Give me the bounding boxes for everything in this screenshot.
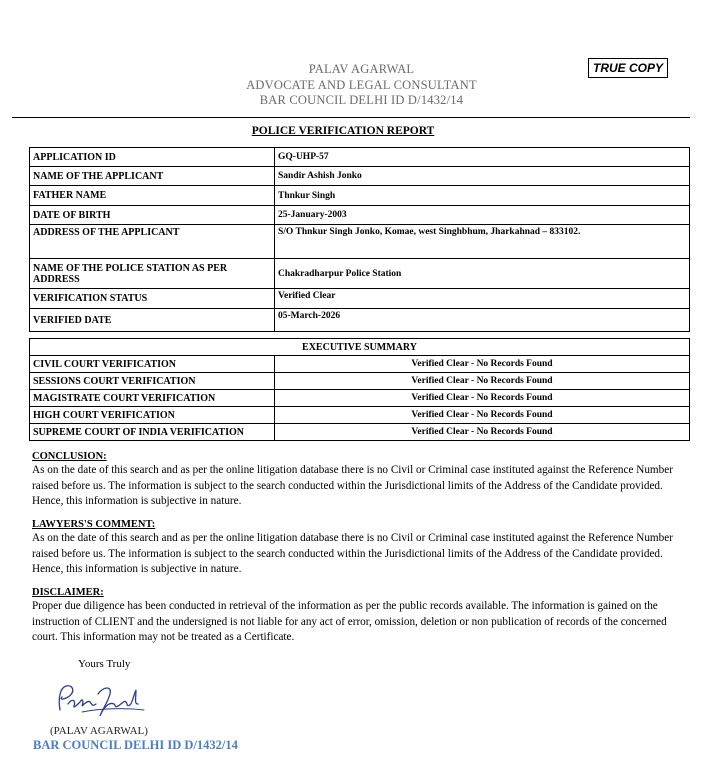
summary-label: MAGISTRATE COURT VERIFICATION (30, 390, 275, 407)
summary-value: Verified Clear - No Records Found (275, 424, 690, 441)
closing-salutation: Yours Truly (78, 658, 131, 670)
lawyers-comment-heading: LAWYERS'S COMMENT: (32, 519, 156, 530)
executive-summary-table (29, 338, 690, 441)
detail-value: 25-January-2003 (275, 206, 690, 225)
disclaimer-text: Proper due diligence has been conducted in retrieval of the information as per the public records available. The information is gained on the instruction of CLIENT and the undersigned is not liable for any act of error, omission, deletion or non publication of records of the concerned court. This information may not be treated as a Certificate. (32, 600, 667, 643)
table-row (30, 259, 690, 289)
table-row (30, 186, 690, 206)
summary-value: Verified Clear - No Records Found (275, 373, 690, 390)
table-row (30, 225, 690, 259)
summary-value: Verified Clear - No Records Found (275, 356, 690, 373)
table-row (30, 390, 690, 407)
bar-council-footer: BAR COUNCIL DELHI ID D/1432/14 (33, 738, 238, 752)
conclusion-text: As on the date of this search and as per the online litigation database there is no Civil or Criminal case instituted against the Reference Number raised before us. The information is subject to the search conducted within the Jurisdictional limits of the Address of the Candidate provided. Hence, this information is subjective in nature. (32, 464, 673, 507)
true-copy-stamp: TRUE COPY (588, 58, 668, 78)
summary-value: Verified Clear - No Records Found (275, 390, 690, 407)
detail-value: S/O Thnkur Singh Jonko, Komae, west Singhbhum, Jharkahnad – 833102. (275, 225, 690, 259)
advocate-designation: ADVOCATE AND LEGAL CONSULTANT (246, 77, 477, 92)
header-divider (12, 117, 690, 118)
detail-value: Sandir Ashish Jonko (275, 167, 690, 186)
summary-label: CIVIL COURT VERIFICATION (30, 356, 275, 373)
table-row (30, 309, 690, 332)
summary-value: Verified Clear - No Records Found (275, 407, 690, 424)
lawyers-comment-text: As on the date of this search and as per the online litigation database there is no Civil or Criminal case instituted against the Reference Number raised before us. The information is subject to the search conducted within the Jurisdictional limits of the Address of the Candidate provided. Hence, this information is subjective in nature. (32, 532, 673, 575)
detail-value: Verified Clear (275, 289, 690, 309)
detail-label: VERIFICATION STATUS (30, 289, 275, 309)
table-row (30, 206, 690, 225)
table-row (30, 167, 690, 186)
table-row (30, 424, 690, 441)
table-row (30, 289, 690, 309)
summary-label: HIGH COURT VERIFICATION (30, 407, 275, 424)
conclusion-section (32, 450, 692, 510)
report-title: POLICE VERIFICATION REPORT (251, 125, 435, 137)
detail-label: APPLICATION ID (30, 148, 275, 167)
detail-value: GQ-UHP-57 (275, 148, 690, 167)
signatory-name: (PALAV AGARWAL) (50, 725, 148, 737)
detail-label: FATHER NAME (30, 186, 275, 206)
applicant-details-table (29, 147, 690, 332)
detail-label: ADDRESS OF THE APPLICANT (30, 225, 275, 259)
detail-label: NAME OF THE APPLICANT (30, 167, 275, 186)
disclaimer-section (32, 586, 692, 646)
detail-label: NAME OF THE POLICE STATION AS PER ADDRESS (30, 259, 275, 289)
table-row (30, 356, 690, 373)
detail-value: Thnkur Singh (275, 186, 690, 206)
summary-label: SUPREME COURT OF INDIA VERIFICATION (30, 424, 275, 441)
lawyers-comment-section (32, 518, 692, 578)
disclaimer-heading: DISCLAIMER: (32, 587, 104, 598)
bar-council-id: BAR COUNCIL DELHI ID D/1432/14 (259, 93, 464, 107)
detail-label: DATE OF BIRTH (30, 206, 275, 225)
table-header-row (30, 339, 690, 356)
conclusion-heading: CONCLUSION: (32, 451, 107, 462)
detail-value: 05-March-2026 (275, 309, 690, 332)
signature-image (52, 680, 152, 720)
table-row (30, 148, 690, 167)
summary-label: SESSIONS COURT VERIFICATION (30, 373, 275, 390)
detail-label: VERIFIED DATE (30, 309, 275, 332)
executive-summary-title: EXECUTIVE SUMMARY (30, 339, 690, 356)
table-row (30, 407, 690, 424)
advocate-name: PALAV AGARWAL (308, 62, 415, 76)
table-row (30, 373, 690, 390)
detail-value: Chakradharpur Police Station (275, 259, 690, 289)
